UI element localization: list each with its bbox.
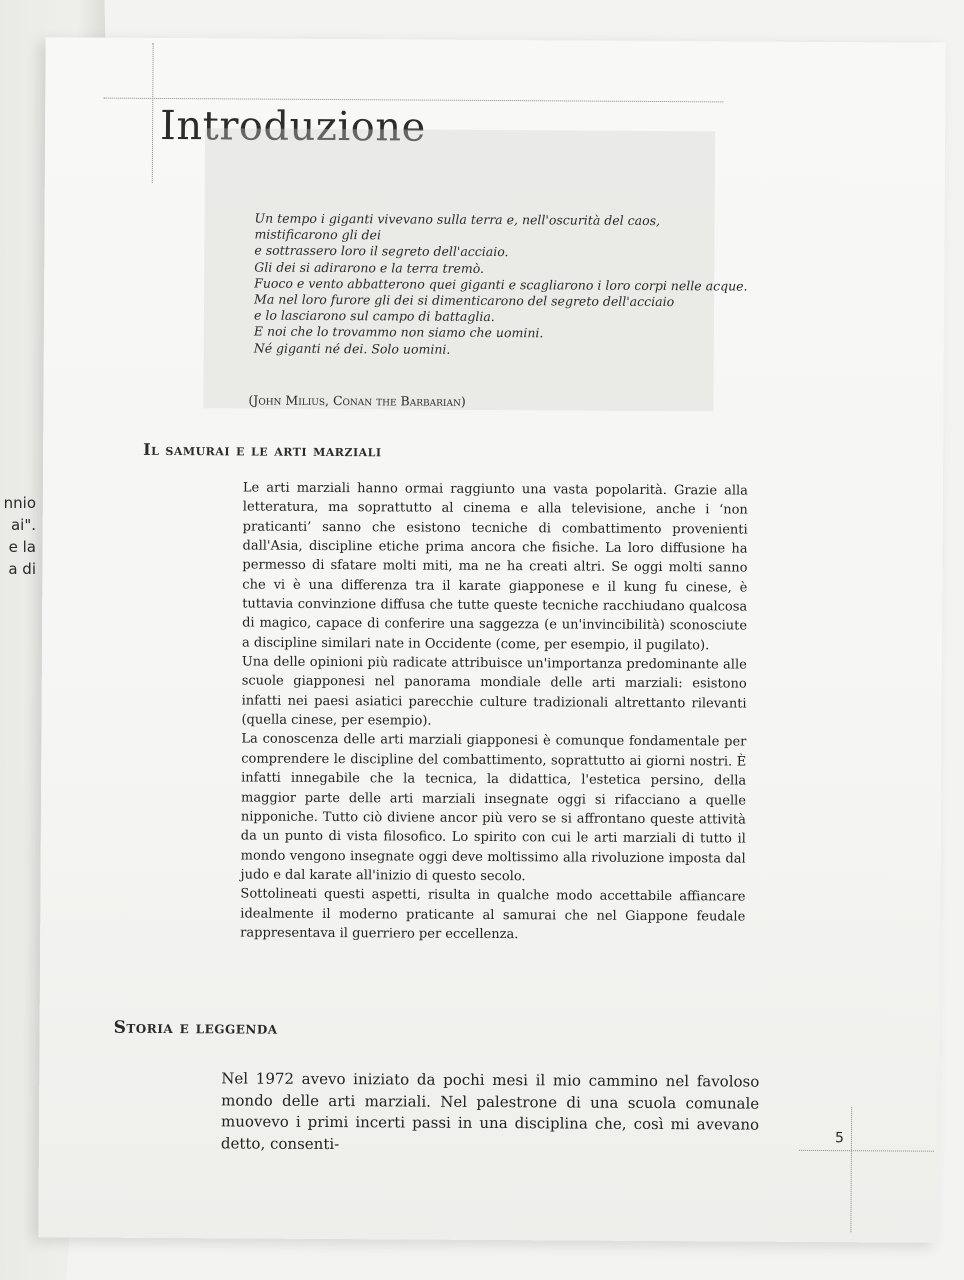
- section-heading-samurai: Il samurai e le arti marziali: [143, 439, 382, 461]
- footer-vertical-rule: [850, 1107, 852, 1232]
- previous-page-fragment: ai".: [10, 516, 36, 534]
- page-number: 5: [834, 1130, 844, 1147]
- section-heading-storia: Storia e leggenda: [113, 1017, 278, 1039]
- epigraph-line: Né giganti né dei. Solo uomini.: [253, 340, 451, 357]
- epigraph-line: Ma nel loro furore gli dei si dimenticarono del segreto dell'acciaio: [254, 291, 675, 310]
- epigraph-line: e lo lasciarono sul campo di battaglia.: [253, 307, 495, 325]
- previous-page-fragment: a di: [8, 560, 36, 578]
- paragraph: Sottolineati questi aspetti, risulta in qualche modo accettabile affiancare idealmente il moderno praticante al samurai che nel Giappone feudale rappresentava il guerriero per eccellenza.: [240, 886, 746, 943]
- epigraph: [254, 211, 755, 360]
- epigraph-line: Fuoco e vento abbatterono quei giganti e scagliarono i loro corpi nelle acque.: [254, 275, 748, 294]
- section-body-samurai: [240, 478, 748, 945]
- epigraph-line: Gli dei si adirarono e la terra tremò.: [254, 259, 485, 276]
- previous-page-fragment: nnio: [3, 494, 36, 512]
- epigraph-line: e sottrassero loro il segreto dell'acciaio.: [254, 242, 509, 260]
- paragraph: Una delle opinioni più radicate attribuisce un'importanza predominante alle scuole giapponesi nel panorama mondiale delle arti marziali: esistono infatti nei paesi asiatici parecchie culture tradizionali altrettanto rilevanti (quella cinese, per esempio).: [241, 654, 747, 729]
- epigraph-line: E noi che lo trovammo non siamo che uomini.: [253, 323, 544, 341]
- book-page: [38, 37, 945, 1242]
- paragraph: La conoscenza delle arti marziali giapponesi è comunque fondamentale per comprendere le discipline del combattimento, soprattutto ai giorni nostri. È infatti innegabile che la tecnica, la didattica, l'estetica persino, della maggior parte delle arti marziali insegnate oggi si rifacciano a quelle nipponiche. Tutto ciò diviene ancor più vero se si affrontano queste attività da un punto di vista filosofico. Lo spirito con cui le arti marziali di tutto il mondo vengono insegnate oggi deve moltissimo alla rivoluzione imposta dal judo e dal karate all'inizio di questo secolo.: [240, 731, 747, 885]
- previous-page-text: [0, 492, 36, 580]
- epigraph-line: Un tempo i giganti vivevano sulla terra e, nell'oscurità del caos,: [254, 210, 661, 229]
- page-title: Introduzione: [159, 102, 426, 151]
- section-body-storia: [221, 1068, 760, 1158]
- header-rule: [103, 98, 723, 103]
- paragraph: Nel 1972 avevo iniziato da pochi mesi il mio cammino nel favoloso mondo delle arti marziali. Nel palestrone di una scuola comunale muovevo i primi incerti passi in una disciplina che, così mi avevano detto, consenti-: [220, 1069, 760, 1153]
- header-vertical-rule: [152, 43, 154, 183]
- paragraph: Le arti marziali hanno ormai raggiunto una vasta popolarità. Grazie alla letteratura, ma soprattutto al cinema e alla televisione, anche i ‘non praticanti’ sanno che esistono tecniche di combattimento provenienti dall'Asia, discipline etiche prima ancora che fisiche. La loro diffusione ha permesso di sfatare molti miti, ma ne ha creati altri. Se oggi molti sanno che vi è una differenza tra il karate giapponese e il kung fu cinese, è tuttavia convinzione diffusa che tutte queste tecniche racchiudano qualcosa di magico, capace di conferire una saggezza (e un'invincibilità) sconosciute a discipline similari nate in Occidente (come, per esempio, il pugilato).: [241, 480, 748, 654]
- footer-rule: [799, 1150, 934, 1152]
- previous-page-fragment: e la: [8, 538, 36, 556]
- epigraph-citation: (John Milius, Conan the Barbarian): [248, 392, 466, 409]
- epigraph-line: mistificarono gli dei: [254, 226, 382, 243]
